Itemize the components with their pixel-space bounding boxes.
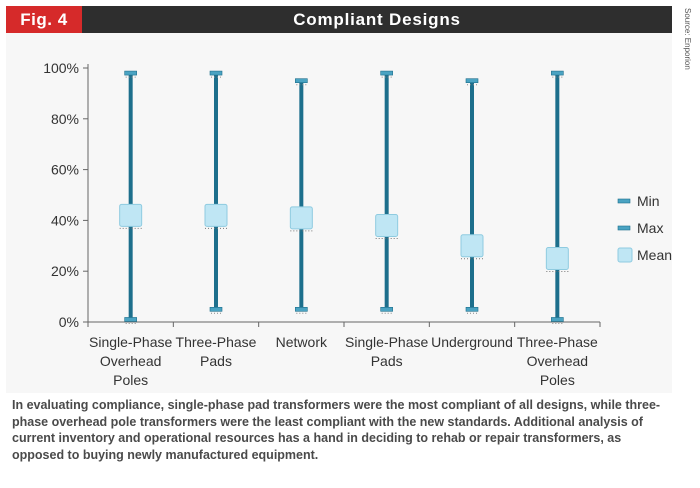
mean-marker	[290, 207, 312, 229]
x-category-label-line: Overhead	[526, 353, 589, 369]
x-category-label-line: Pads	[370, 353, 403, 369]
legend-label: Mean	[637, 247, 673, 263]
x-category-label	[345, 334, 428, 369]
x-category-label	[89, 334, 172, 388]
source-text: Source: Enporion	[683, 8, 692, 70]
min-marker	[295, 307, 307, 311]
range-bar	[555, 73, 559, 319]
max-marker	[210, 71, 222, 75]
max-marker	[295, 79, 307, 83]
figure-number: Fig. 4	[6, 6, 82, 33]
y-tick-label: 100%	[43, 60, 79, 76]
x-category-label-line: Network	[275, 334, 328, 350]
min-marker	[210, 307, 222, 311]
x-category-label-line: Single-Phase	[89, 334, 173, 350]
mean-marker	[546, 248, 568, 270]
x-category-label-line: Single-Phase	[345, 334, 429, 350]
min-marker	[466, 307, 478, 311]
legend-swatch-mean	[618, 248, 632, 262]
legend-label: Max	[637, 220, 664, 236]
min-marker	[381, 307, 393, 311]
min-marker	[551, 317, 563, 321]
y-tick-label: 60%	[50, 161, 79, 178]
figure-caption: In evaluating compliance, single-phase pad transformers were the most compliant of all designs, while three-phase overhead pole transformers were the least compliant with the new standards. Additional analysis of current inventory and operational resources has a hand in deciding to rehab or repair transformers, as opposed to buying newly manufactured equipment.	[12, 398, 661, 462]
x-category-label	[431, 334, 513, 350]
x-category-label-line: Underground	[431, 334, 513, 350]
max-marker	[551, 71, 563, 75]
x-category-label	[276, 334, 328, 350]
x-category-label-line: Poles	[113, 372, 149, 388]
legend-swatch-min	[618, 199, 630, 203]
mean-marker	[205, 204, 227, 226]
max-marker	[381, 71, 393, 75]
min-marker	[125, 317, 137, 321]
x-category-label-line: Three-Phase	[516, 334, 598, 350]
y-tick-label: 80%	[50, 110, 79, 127]
max-marker	[125, 71, 137, 75]
y-tick-label: 0%	[58, 314, 79, 330]
x-category-label-line: Poles	[539, 372, 575, 388]
figure-title: Compliant Designs	[293, 10, 461, 29]
y-tick-label: 20%	[50, 263, 79, 280]
max-marker	[466, 79, 478, 83]
legend-swatch-max	[618, 226, 630, 230]
x-category-label	[176, 334, 257, 369]
mean-marker	[376, 214, 398, 236]
range-bar	[470, 81, 474, 310]
x-category-label-line: Three-Phase	[175, 334, 257, 350]
x-category-label-line: Pads	[200, 353, 232, 369]
x-category-label-line: Overhead	[99, 353, 162, 369]
mean-marker	[461, 235, 483, 257]
range-bar	[299, 81, 303, 310]
legend-label: Min	[637, 193, 660, 209]
range-bar	[214, 73, 218, 309]
y-tick-label: 40%	[50, 212, 79, 229]
range-bar	[385, 73, 389, 309]
mean-marker	[120, 204, 142, 226]
range-bar	[129, 73, 133, 319]
x-category-label	[517, 334, 598, 388]
